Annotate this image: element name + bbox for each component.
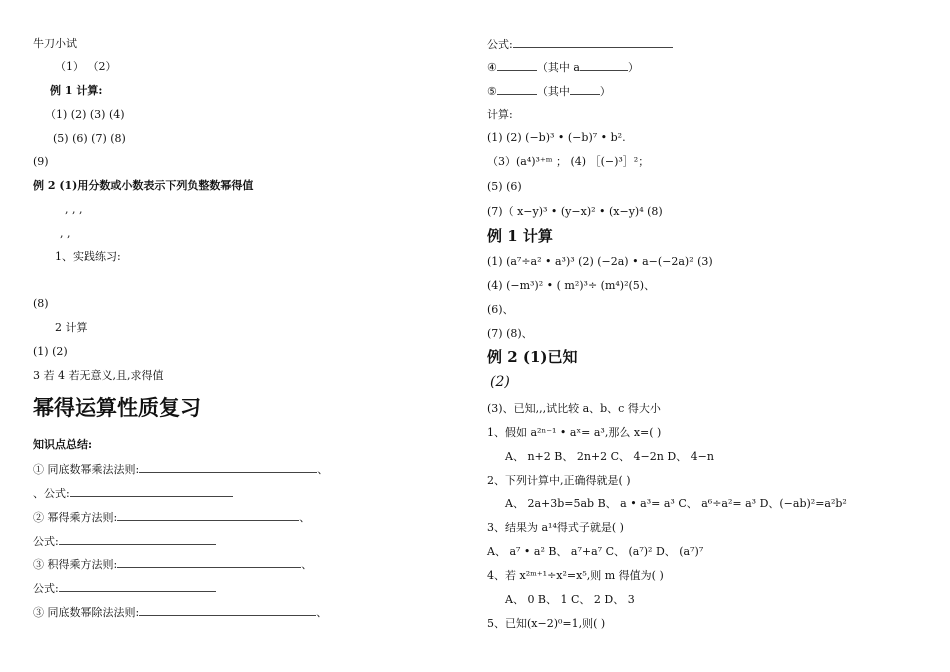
rule-number: ⑤ bbox=[487, 85, 497, 98]
fill-blank[interactable] bbox=[570, 84, 600, 95]
formula-label: 公式: bbox=[33, 582, 59, 595]
example1-items-a: （1) (2) (3) (4) bbox=[45, 108, 125, 121]
practice-heading: 1、实践练习: bbox=[55, 250, 121, 263]
example2-commas-a: , , , bbox=[65, 203, 83, 216]
question-3-options: A、 a⁷ • a² B、 a⁷+a⁷ C、 (a⁷)² D、 (a⁷)⁷ bbox=[487, 545, 704, 558]
question-4: 4、若 x²ᵐ⁺¹÷x²=x⁵,则 m 得值为( ) bbox=[487, 569, 664, 582]
formula-line-3 bbox=[33, 581, 216, 596]
example2-heading: 例 2 (1)用分数或小数表示下列负整数幂得值 bbox=[33, 179, 254, 192]
rule-same-base-multiply bbox=[33, 462, 328, 477]
condition-end: ） bbox=[627, 61, 639, 74]
fill-blank[interactable] bbox=[117, 557, 301, 568]
fill-blank[interactable] bbox=[513, 37, 673, 48]
fill-blank[interactable] bbox=[139, 462, 317, 473]
question-1: 1、假如 a²ⁿ⁻¹ • aˣ= a³,那么 x=( ) bbox=[487, 426, 662, 439]
rule-end: 、 bbox=[316, 606, 328, 619]
rule-end: 、 bbox=[317, 463, 329, 476]
compute-row-3: (5) (6) bbox=[487, 180, 522, 193]
rule-item-4 bbox=[487, 60, 639, 75]
compute-row-1: (1) (2) (−b)³ • (−b)⁷ • b². bbox=[487, 131, 626, 144]
rule-label: ③ 积得乘方法则: bbox=[33, 558, 118, 571]
practice-item-8: (8) bbox=[33, 297, 49, 310]
warmup-heading: 牛刀小试 bbox=[33, 37, 77, 50]
condition-line: 3 若 4 若无意义,且,求得值 bbox=[33, 369, 164, 382]
fill-blank[interactable] bbox=[117, 510, 299, 521]
page-title: 幂得运算性质复习 bbox=[33, 396, 201, 420]
fill-blank[interactable] bbox=[59, 534, 216, 545]
warmup-items: （1） （2） bbox=[55, 60, 117, 73]
condition-label: （其中 bbox=[536, 85, 570, 98]
example1-heading: 例 1 计算: bbox=[50, 84, 103, 97]
formula-line-2 bbox=[33, 534, 216, 549]
summary-heading: 知识点总结: bbox=[33, 438, 93, 451]
formula-label: 公式: bbox=[487, 38, 513, 51]
compute-label: 计算: bbox=[487, 108, 513, 121]
rule-label: ① 同底数幂乘法法则: bbox=[33, 463, 140, 476]
rule-same-base-divide bbox=[33, 605, 327, 620]
fill-blank[interactable] bbox=[580, 60, 628, 71]
question-5: 5、已知(x−2)⁰=1,则( ) bbox=[487, 617, 606, 630]
rule-end: 、 bbox=[299, 511, 311, 524]
question-2: 2、下列计算中,正确得就是( ) bbox=[487, 474, 631, 487]
example1-row-3: (6)、 bbox=[487, 303, 514, 316]
question-3: 3、结果为 a¹⁴得式子就是( ) bbox=[487, 521, 624, 534]
formula-line-1 bbox=[33, 486, 233, 501]
compute-row-4: (7)（ x−y)³ • (y−x)² • (x−y)⁴ (8) bbox=[487, 205, 663, 218]
compute-heading: 2 计算 bbox=[55, 321, 88, 334]
question-2-options: A、 2a+3b=5ab B、 a • a³= a³ C、 a⁶÷a²= a³ D、(−ab)²=a²b² bbox=[505, 497, 847, 510]
rule-number: ④ bbox=[487, 61, 497, 74]
compute-row-2: （3）(a⁴)³⁺ᵐ ； (4) ［(−)³］²； bbox=[487, 155, 650, 168]
formula-label: 、公式: bbox=[33, 487, 70, 500]
rule-label: ② 幂得乘方法则: bbox=[33, 511, 118, 524]
condition-label: （其中 a bbox=[536, 61, 580, 74]
fill-blank[interactable] bbox=[497, 60, 537, 71]
rule-item-5 bbox=[487, 84, 611, 99]
example2-part-2: (2) bbox=[490, 374, 510, 390]
rule-power-of-product bbox=[33, 557, 312, 572]
example1-row-4: (7) (8)、 bbox=[487, 327, 533, 340]
fill-blank[interactable] bbox=[59, 581, 216, 592]
example2-title: 例 2 (1)已知 bbox=[487, 348, 578, 366]
compute-items: (1) (2) bbox=[33, 345, 68, 358]
fill-blank[interactable] bbox=[70, 486, 233, 497]
question-4-options: A、 0 B、 1 C、 2 D、 3 bbox=[505, 593, 635, 606]
formula-label: 公式: bbox=[33, 535, 59, 548]
formula-line-4 bbox=[487, 37, 673, 52]
example1-row-2: (4) (−m³)² • ( m²)³÷ (m⁴)²(5)、 bbox=[487, 279, 656, 292]
example2-commas-b: , , bbox=[60, 227, 71, 240]
rule-power-of-power bbox=[33, 510, 310, 525]
example1-items-b: (5) (6) (7) (8) bbox=[53, 132, 126, 145]
question-1-options: A、 n+2 B、 2n+2 C、 4−2n D、 4−n bbox=[505, 450, 714, 463]
example1-row-1: (1) (a⁷÷a² • a³)³ (2) (−2a) • a−(−2a)² (3) bbox=[487, 255, 713, 268]
example1-item-9: (9) bbox=[33, 155, 49, 168]
example1-title: 例 1 计算 bbox=[487, 227, 553, 245]
rule-label: ③ 同底数幂除法法则: bbox=[33, 606, 140, 619]
rule-end: 、 bbox=[301, 558, 313, 571]
condition-end: ） bbox=[599, 85, 611, 98]
example2-part-3: (3)、已知,,,试比较 a、b、c 得大小 bbox=[487, 402, 661, 415]
fill-blank[interactable] bbox=[139, 605, 316, 616]
fill-blank[interactable] bbox=[497, 84, 537, 95]
